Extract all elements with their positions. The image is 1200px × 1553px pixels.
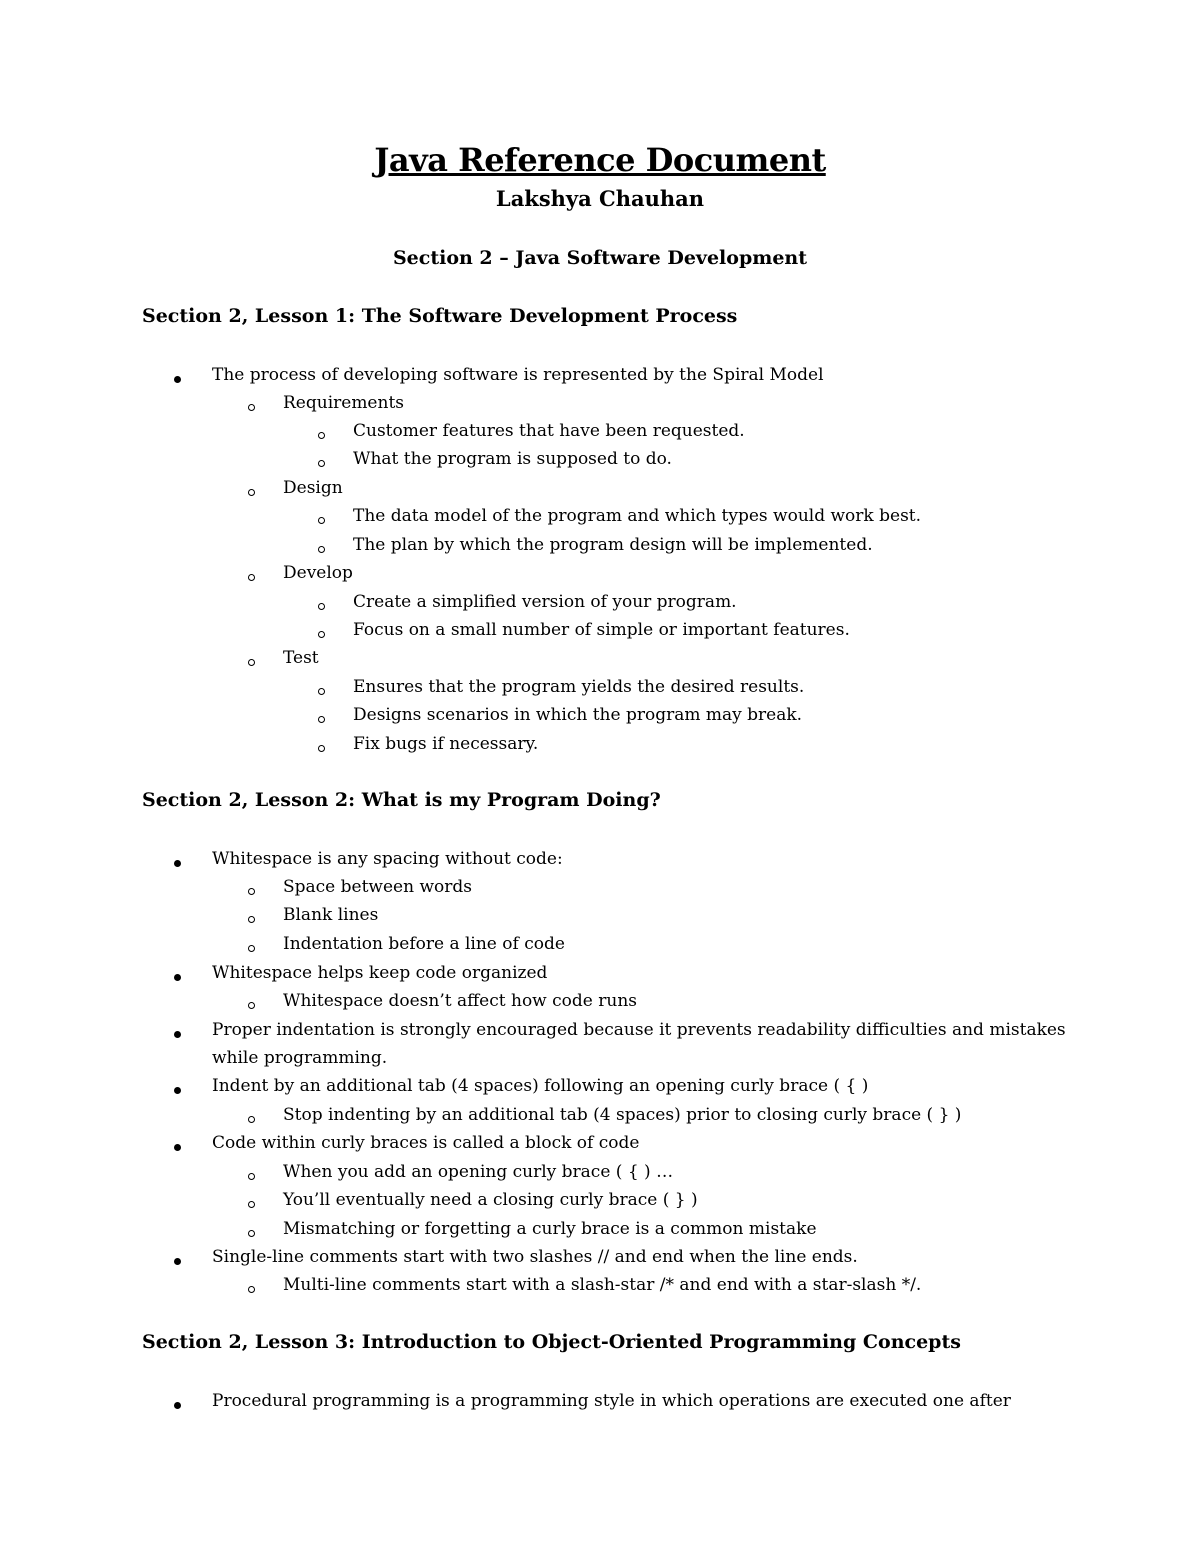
list-item: Test	[283, 648, 319, 668]
bullet-disc-icon	[174, 1398, 181, 1412]
document-author: Lakshya Chauhan	[495, 186, 705, 211]
list-item: Ensures that the program yields the desired results.	[353, 677, 805, 697]
bullet-disc-icon	[174, 372, 181, 386]
bullet-disc-icon	[174, 1027, 181, 1041]
bullet-circle-icon	[248, 570, 255, 584]
list-item: Whitespace is any spacing without code:	[212, 849, 563, 869]
list-item: Develop	[283, 563, 353, 583]
bullet-circle-icon	[318, 627, 325, 641]
lesson-3-heading: Section 2, Lesson 3: Introduction to Object-Oriented Programming Concepts	[142, 1331, 961, 1353]
bullet-circle-icon	[248, 1226, 255, 1240]
lesson-1-heading: Section 2, Lesson 1: The Software Development Process	[142, 305, 738, 327]
bullet-disc-icon	[174, 1254, 181, 1268]
list-item: Whitespace helps keep code organized	[212, 963, 548, 983]
bullet-circle-icon	[248, 655, 255, 669]
bullet-circle-icon	[318, 542, 325, 556]
list-item: Design	[283, 478, 343, 498]
list-item: Code within curly braces is called a block of code	[212, 1133, 640, 1153]
list-item: Space between words	[283, 877, 472, 897]
bullet-circle-icon	[318, 599, 325, 613]
list-item: What the program is supposed to do.	[353, 449, 672, 469]
list-item: Create a simplified version of your program.	[353, 592, 737, 612]
lesson-2-heading: Section 2, Lesson 2: What is my Program Doing?	[142, 789, 661, 811]
list-item: Fix bugs if necessary.	[353, 734, 539, 754]
list-item: Stop indenting by an additional tab (4 spaces) prior to closing curly brace ( } )	[283, 1105, 962, 1125]
list-item-continuation: while programming.	[212, 1048, 388, 1068]
list-item: Procedural programming is a programming style in which operations are executed one after	[212, 1391, 1011, 1411]
list-item: Designs scenarios in which the program may break.	[353, 705, 803, 725]
bullet-circle-icon	[318, 684, 325, 698]
list-item: Customer features that have been requested.	[353, 421, 745, 441]
list-item: Focus on a small number of simple or important features.	[353, 620, 850, 640]
bullet-disc-icon	[174, 856, 181, 870]
bullet-circle-icon	[318, 741, 325, 755]
list-item: Requirements	[283, 393, 405, 413]
list-item: Blank lines	[283, 905, 379, 925]
list-item: You’ll eventually need a closing curly brace ( } )	[283, 1190, 698, 1210]
bullet-disc-icon	[174, 970, 181, 984]
list-item: The process of developing software is represented by the Spiral Model	[212, 365, 824, 385]
bullet-circle-icon	[248, 941, 255, 955]
bullet-circle-icon	[248, 998, 255, 1012]
list-item: Multi-line comments start with a slash-star /* and end with a star-slash */.	[283, 1275, 922, 1295]
bullet-circle-icon	[248, 485, 255, 499]
list-item: Whitespace doesn’t affect how code runs	[283, 991, 637, 1011]
list-item: When you add an opening curly brace ( { ) …	[283, 1162, 674, 1182]
bullet-circle-icon	[248, 884, 255, 898]
list-item: Indentation before a line of code	[283, 934, 565, 954]
bullet-disc-icon	[174, 1083, 181, 1097]
bullet-circle-icon	[318, 428, 325, 442]
bullet-circle-icon	[248, 1112, 255, 1126]
bullet-disc-icon	[174, 1140, 181, 1154]
bullet-circle-icon	[248, 912, 255, 926]
list-item: Indent by an additional tab (4 spaces) following an opening curly brace ( { )	[212, 1076, 869, 1096]
document-title: Java Reference Document	[374, 141, 826, 179]
bullet-circle-icon	[248, 1197, 255, 1211]
bullet-circle-icon	[318, 456, 325, 470]
bullet-circle-icon	[248, 400, 255, 414]
bullet-circle-icon	[248, 1282, 255, 1296]
section-heading: Section 2 – Java Software Development	[392, 247, 808, 269]
bullet-circle-icon	[248, 1169, 255, 1183]
bullet-circle-icon	[318, 513, 325, 527]
list-item: The plan by which the program design will be implemented.	[353, 535, 873, 555]
list-item: Mismatching or forgetting a curly brace is a common mistake	[283, 1219, 817, 1239]
list-item: Single-line comments start with two slashes // and end when the line ends.	[212, 1247, 858, 1267]
list-item: Proper indentation is strongly encouraged because it prevents readability difficulties and mistakes	[212, 1020, 1066, 1040]
bullet-circle-icon	[318, 712, 325, 726]
list-item: The data model of the program and which types would work best.	[353, 506, 922, 526]
